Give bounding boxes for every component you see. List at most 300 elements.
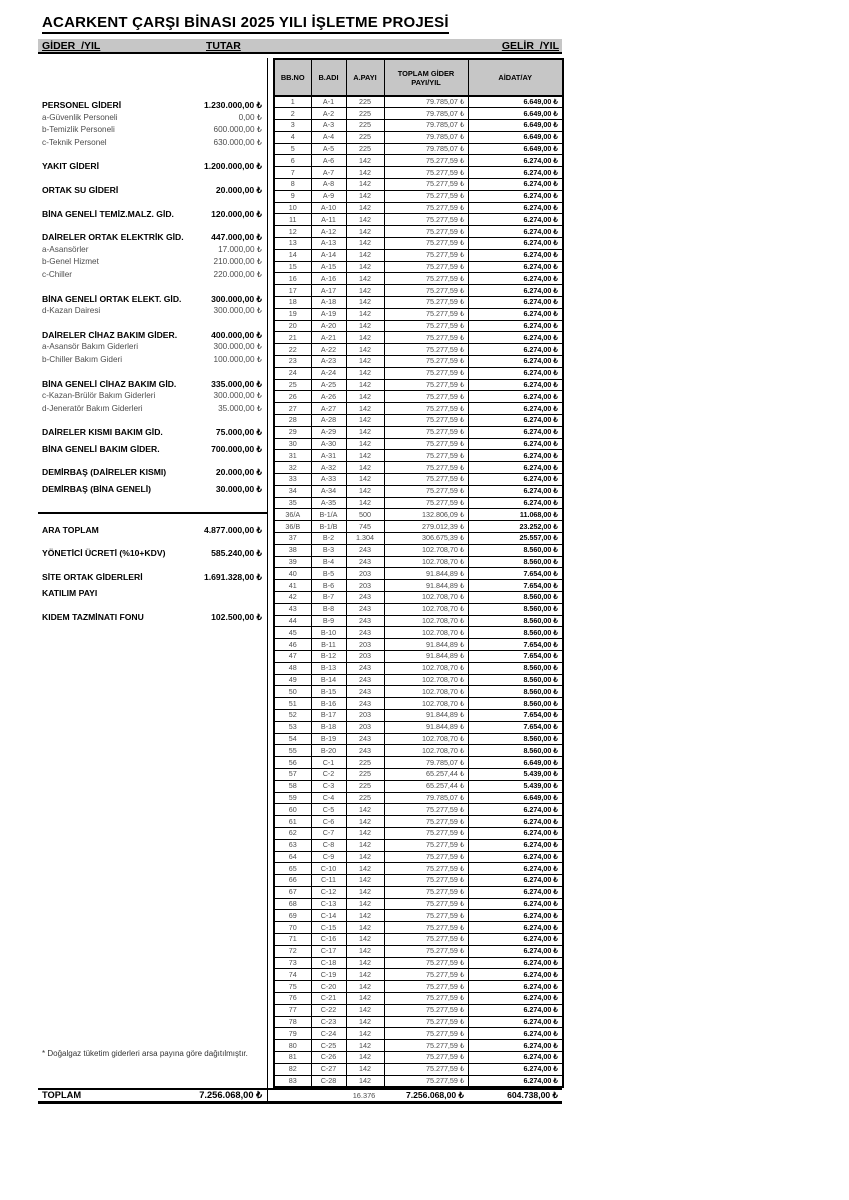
gelir-yil-label: GELİR_/YIL [501,40,559,52]
aidat-cell: 8.560,00 ₺ [468,698,563,710]
table-row [274,721,563,733]
expense-amount: 0,00 ₺ [238,112,262,122]
bbno-cell: 36/B [274,521,311,533]
badi-cell: B-6 [311,580,346,592]
apayi-cell: 203 [346,580,384,592]
aidat-cell: 6.274,00 ₺ [468,886,563,898]
gider-cell: 75.277,59 ₺ [384,391,468,403]
column-header-gider: TOPLAM GİDER PAYI/YIL [384,59,468,96]
expense-item [38,99,267,112]
toplam-amount: 7.256.068,00 ₺ [199,1089,262,1100]
apayi-cell: 142 [346,981,384,993]
table-row [274,415,563,427]
expense-label: DAİRELER KISMI BAKIM GİD. [42,427,163,438]
badi-cell: C-6 [311,816,346,828]
apayi-cell: 225 [346,757,384,769]
badi-cell: A-18 [311,297,346,309]
badi-cell: C-23 [311,1016,346,1028]
badi-cell: B-18 [311,721,346,733]
badi-cell: B-1/B [311,521,346,533]
aidat-cell: 6.274,00 ₺ [468,285,563,297]
badi-cell: B-1/A [311,509,346,521]
apayi-cell: 142 [346,261,384,273]
aidat-cell: 6.274,00 ₺ [468,497,563,509]
gider-cell: 91.844,89 ₺ [384,721,468,733]
apayi-cell: 142 [346,474,384,486]
expense-amount: 1.691.328,00 ₺ [203,571,262,582]
apayi-cell: 142 [346,910,384,922]
bbno-cell: 47 [274,650,311,662]
aidat-cell: 6.274,00 ₺ [468,367,563,379]
gider-cell: 75.277,59 ₺ [384,190,468,202]
gider-cell: 102.708,70 ₺ [384,603,468,615]
gider-cell: 75.277,59 ₺ [384,320,468,332]
aidat-cell: 6.649,00 ₺ [468,120,563,132]
gider-cell: 75.277,59 ₺ [384,1063,468,1075]
badi-cell: B-7 [311,591,346,603]
gider-cell: 75.277,59 ₺ [384,851,468,863]
bbno-cell: 55 [274,745,311,757]
bbno-cell: 26 [274,391,311,403]
expense-amount: 300.000,00 ₺ [213,306,262,316]
table-row [274,532,563,544]
gider-cell: 91.844,89 ₺ [384,650,468,662]
table-row [274,320,563,332]
bbno-cell: 45 [274,627,311,639]
table-row [274,521,563,533]
expense-label: ORTAK SU GİDERİ [42,184,119,195]
table-row [274,379,563,391]
bbno-cell: 7 [274,167,311,179]
table-row [274,426,563,438]
gider-cell: 75.277,59 ₺ [384,202,468,214]
apayi-cell: 203 [346,650,384,662]
badi-cell: A-24 [311,367,346,379]
expense-item [38,293,267,306]
gider-cell: 75.277,59 ₺ [384,167,468,179]
badi-cell: C-24 [311,1028,346,1040]
expense-block [38,231,267,281]
gider-cell: 75.277,59 ₺ [384,238,468,250]
badi-cell: A-21 [311,332,346,344]
expense-block [38,571,267,600]
apayi-cell: 243 [346,615,384,627]
bbno-cell: 69 [274,910,311,922]
gider-cell: 75.277,59 ₺ [384,993,468,1005]
badi-cell: C-15 [311,922,346,934]
expense-sub-item [38,354,267,367]
badi-cell: B-11 [311,639,346,651]
gider-cell: 102.708,70 ₺ [384,662,468,674]
expense-amount: 4.877.000,00 ₺ [203,524,262,535]
bbno-cell: 16 [274,273,311,285]
table-row [274,1052,563,1064]
expense-amount: 400.000,00 ₺ [211,329,262,340]
gider-cell: 75.277,59 ₺ [384,379,468,391]
expense-item [38,231,267,244]
expense-sub-item [38,269,267,282]
expense-amount: 585.240,00 ₺ [211,548,262,559]
apayi-cell: 1.304 [346,532,384,544]
bbno-cell: 49 [274,674,311,686]
aidat-cell: 6.274,00 ₺ [468,249,563,261]
bbno-cell: 12 [274,226,311,238]
column-header-apayi: A.PAYI [346,59,384,96]
badi-cell: A-7 [311,167,346,179]
apayi-cell: 142 [346,462,384,474]
aidat-cell: 6.274,00 ₺ [468,1004,563,1016]
gider-cell: 75.277,59 ₺ [384,957,468,969]
gider-cell: 75.277,59 ₺ [384,344,468,356]
aidat-cell: 6.274,00 ₺ [468,969,563,981]
aidat-cell: 6.274,00 ₺ [468,839,563,851]
badi-cell: B-8 [311,603,346,615]
bbno-cell: 66 [274,875,311,887]
table-row [274,993,563,1005]
gider-cell: 79.785,07 ₺ [384,143,468,155]
bbno-cell: 73 [274,957,311,969]
table-row [274,591,563,603]
table-row [274,438,563,450]
expense-label: d-Kazan Dairesi [42,306,101,316]
table-row [274,851,563,863]
expense-label: DAİRELER CİHAZ BAKIM GİDER. [42,329,178,340]
aidat-cell: 6.274,00 ₺ [468,450,563,462]
aidat-cell: 6.274,00 ₺ [468,851,563,863]
bbno-cell: 10 [274,202,311,214]
gider-cell: 306.675,39 ₺ [384,532,468,544]
expense-item [38,378,267,391]
expense-block [38,466,267,495]
apayi-cell: 243 [346,544,384,556]
table-row [274,816,563,828]
table-row [274,792,563,804]
aidat-cell: 6.274,00 ₺ [468,179,563,191]
expense-amount: 20.000,00 ₺ [215,184,262,195]
expense-sub-item [38,403,267,416]
expense-item [38,184,267,197]
badi-cell: C-7 [311,827,346,839]
bbno-cell: 81 [274,1052,311,1064]
gider-cell: 75.277,59 ₺ [384,875,468,887]
bbno-cell: 52 [274,709,311,721]
gider-cell: 75.277,59 ₺ [384,485,468,497]
gider-cell: 102.708,70 ₺ [384,733,468,745]
bbno-cell: 62 [274,827,311,839]
gider-cell: 75.277,59 ₺ [384,367,468,379]
expense-amount: 100.000,00 ₺ [213,354,262,364]
gider-cell: 75.277,59 ₺ [384,249,468,261]
expense-item [38,571,267,584]
bbno-cell: 74 [274,969,311,981]
apayi-cell: 142 [346,1052,384,1064]
gider-cell: 79.785,07 ₺ [384,96,468,108]
expense-label: PERSONEL GİDERİ [42,100,122,110]
badi-cell: A-14 [311,249,346,261]
gider-total: 7.256.068,00 ₺ [405,1089,464,1100]
gider-cell: 75.277,59 ₺ [384,1016,468,1028]
aidat-cell: 8.560,00 ₺ [468,603,563,615]
bbno-cell: 46 [274,639,311,651]
bbno-cell: 65 [274,863,311,875]
table-row [274,167,563,179]
bbno-cell: 31 [274,450,311,462]
expense-amount: 300.000,00 ₺ [211,293,262,304]
expense-label: DEMİRBAŞ (DAİRELER KISMI) [42,467,167,478]
table-row [274,249,563,261]
gider-cell: 75.277,59 ₺ [384,863,468,875]
apayi-cell: 142 [346,450,384,462]
gider-cell: 79.785,07 ₺ [384,108,468,120]
aidat-cell: 8.560,00 ₺ [468,674,563,686]
bbno-cell: 3 [274,120,311,132]
gider-cell: 102.708,70 ₺ [384,591,468,603]
table-row [274,733,563,745]
apayi-cell: 225 [346,96,384,108]
bbno-cell: 1 [274,96,311,108]
badi-cell: B-4 [311,556,346,568]
table-row [274,273,563,285]
aidat-cell: 6.274,00 ₺ [468,981,563,993]
bbno-cell: 50 [274,686,311,698]
totals-band [38,1088,562,1104]
aidat-cell: 6.274,00 ₺ [468,474,563,486]
table-row [274,474,563,486]
bbno-cell: 58 [274,780,311,792]
expense-amount: 700.000,00 ₺ [211,443,262,454]
gider-cell: 75.277,59 ₺ [384,285,468,297]
gider-cell: 91.844,89 ₺ [384,709,468,721]
bbno-cell: 75 [274,981,311,993]
expense-amount: 35.000,00 ₺ [218,403,262,413]
badi-cell: B-14 [311,674,346,686]
gider-cell: 75.277,59 ₺ [384,1052,468,1064]
table-row [274,214,563,226]
table-row [274,745,563,757]
badi-cell: B-2 [311,532,346,544]
bbno-cell: 37 [274,532,311,544]
badi-cell: A-13 [311,238,346,250]
apayi-cell: 142 [346,851,384,863]
expense-label: YAKIT GİDERİ [42,161,99,172]
aidat-cell: 6.274,00 ₺ [468,226,563,238]
expense-label: b-Chiller Bakım Gideri [42,354,123,364]
expense-item [38,611,267,624]
apayi-cell: 142 [346,945,384,957]
bbno-cell: 2 [274,108,311,120]
gider-cell: 75.277,59 ₺ [384,438,468,450]
expense-label: KATILIM PAYI [42,588,98,599]
aidat-cell: 11.068,00 ₺ [468,509,563,521]
badi-cell: C-12 [311,886,346,898]
aidat-cell: 6.649,00 ₺ [468,96,563,108]
aidat-cell: 5.439,00 ₺ [468,768,563,780]
expense-label: a-Asansörler [42,244,89,254]
aidat-cell: 6.274,00 ₺ [468,1028,563,1040]
badi-cell: C-26 [311,1052,346,1064]
badi-cell: A-26 [311,391,346,403]
table-row [274,462,563,474]
apayi-cell: 142 [346,1040,384,1052]
badi-cell: C-11 [311,875,346,887]
table-row [274,1028,563,1040]
table-row [274,639,563,651]
table-row [274,580,563,592]
table-row [274,627,563,639]
expense-block [38,611,267,624]
expense-amount: 220.000,00 ₺ [213,269,262,279]
expense-label: BİNA GENELİ BAKIM GİDER. [42,443,160,454]
bbno-cell: 64 [274,851,311,863]
bbno-cell: 60 [274,804,311,816]
badi-cell: B-16 [311,698,346,710]
table-row [274,1016,563,1028]
aidat-cell: 8.560,00 ₺ [468,615,563,627]
bbno-cell: 67 [274,886,311,898]
table-row [274,1075,563,1087]
badi-cell: C-17 [311,945,346,957]
apayi-cell: 243 [346,662,384,674]
table-row [274,603,563,615]
expense-amount: 1.200.000,00 ₺ [203,161,262,172]
table-row [274,981,563,993]
gider-cell: 75.277,59 ₺ [384,839,468,851]
gider-cell: 132.806,09 ₺ [384,509,468,521]
bbno-cell: 51 [274,698,311,710]
table-row [274,686,563,698]
apayi-cell: 243 [346,733,384,745]
aidat-cell: 6.274,00 ₺ [468,863,563,875]
badi-cell: C-25 [311,1040,346,1052]
aidat-cell: 6.274,00 ₺ [468,379,563,391]
expense-amount: 1.230.000,00 ₺ [203,100,262,110]
expense-item [38,426,267,439]
expense-sub-item [38,244,267,257]
apayi-cell: 142 [346,969,384,981]
badi-cell: B-5 [311,568,346,580]
aidat-cell: 6.649,00 ₺ [468,757,563,769]
gider-cell: 91.844,89 ₺ [384,568,468,580]
apayi-cell: 142 [346,1075,384,1087]
bbno-cell: 38 [274,544,311,556]
badi-cell: B-17 [311,709,346,721]
table-row [274,1063,563,1075]
table-row [274,367,563,379]
gider-cell: 91.844,89 ₺ [384,580,468,592]
expense-amount: 120.000,00 ₺ [211,208,262,219]
aidat-cell: 6.649,00 ₺ [468,108,563,120]
aidat-cell: 6.274,00 ₺ [468,344,563,356]
bbno-cell: 36/A [274,509,311,521]
badi-cell: A-16 [311,273,346,285]
table-row [274,827,563,839]
bbno-cell: 80 [274,1040,311,1052]
apayi-cell: 142 [346,379,384,391]
aidat-cell: 6.274,00 ₺ [468,190,563,202]
badi-cell: C-18 [311,957,346,969]
gider-cell: 75.277,59 ₺ [384,1004,468,1016]
aidat-cell: 6.274,00 ₺ [468,910,563,922]
bbno-cell: 33 [274,474,311,486]
gider-cell: 102.708,70 ₺ [384,627,468,639]
apayi-cell: 225 [346,768,384,780]
bbno-cell: 78 [274,1016,311,1028]
table-row [274,155,563,167]
table-row [274,922,563,934]
table-row [274,261,563,273]
aidat-cell: 6.274,00 ₺ [468,403,563,415]
gider-cell: 91.844,89 ₺ [384,639,468,651]
badi-cell: C-16 [311,934,346,946]
badi-cell: C-20 [311,981,346,993]
apayi-cell: 745 [346,521,384,533]
aidat-cell: 6.274,00 ₺ [468,155,563,167]
bbno-cell: 59 [274,792,311,804]
table-row [274,839,563,851]
gider-cell: 102.708,70 ₺ [384,686,468,698]
expense-label: c-Kazan-Brülör Bakım Giderleri [42,391,156,401]
bbno-cell: 25 [274,379,311,391]
badi-cell: C-3 [311,780,346,792]
bbno-cell: 6 [274,155,311,167]
expense-block [38,524,267,537]
expense-label: a-Asansör Bakım Giderleri [42,342,139,352]
gider-cell: 75.277,59 ₺ [384,969,468,981]
table-row [274,650,563,662]
expense-label: b-Temizlik Personeli [42,125,115,135]
apayi-cell: 142 [346,863,384,875]
bbno-cell: 22 [274,344,311,356]
expense-label: b-Genel Hizmet [42,257,99,267]
gider-cell: 279.012,39 ₺ [384,521,468,533]
aidat-cell: 6.274,00 ₺ [468,934,563,946]
apayi-cell: 203 [346,721,384,733]
table-row [274,485,563,497]
apayi-cell: 142 [346,249,384,261]
badi-cell: C-22 [311,1004,346,1016]
gider-cell: 65.257,44 ₺ [384,768,468,780]
aidat-cell: 6.274,00 ₺ [468,827,563,839]
table-row [274,344,563,356]
bbno-cell: 43 [274,603,311,615]
summary-list [38,524,267,624]
badi-cell: B-12 [311,650,346,662]
badi-cell: A-23 [311,356,346,368]
badi-cell: A-33 [311,474,346,486]
apayi-cell: 225 [346,120,384,132]
gider-cell: 102.708,70 ₺ [384,674,468,686]
table-row [274,96,563,108]
fee-table-header [274,59,563,96]
aidat-cell: 5.439,00 ₺ [468,780,563,792]
expense-block [38,160,267,173]
bbno-cell: 17 [274,285,311,297]
gider-cell: 75.277,59 ₺ [384,214,468,226]
bbno-cell: 40 [274,568,311,580]
gider-cell: 75.277,59 ₺ [384,886,468,898]
bbno-cell: 23 [274,356,311,368]
apayi-cell: 142 [346,214,384,226]
badi-cell: B-9 [311,615,346,627]
table-row [274,450,563,462]
aidat-cell: 6.274,00 ₺ [468,875,563,887]
table-row [274,308,563,320]
aidat-cell: 6.649,00 ₺ [468,131,563,143]
table-row [274,226,563,238]
apayi-cell: 142 [346,391,384,403]
table-row [274,356,563,368]
aidat-cell: 6.274,00 ₺ [468,391,563,403]
